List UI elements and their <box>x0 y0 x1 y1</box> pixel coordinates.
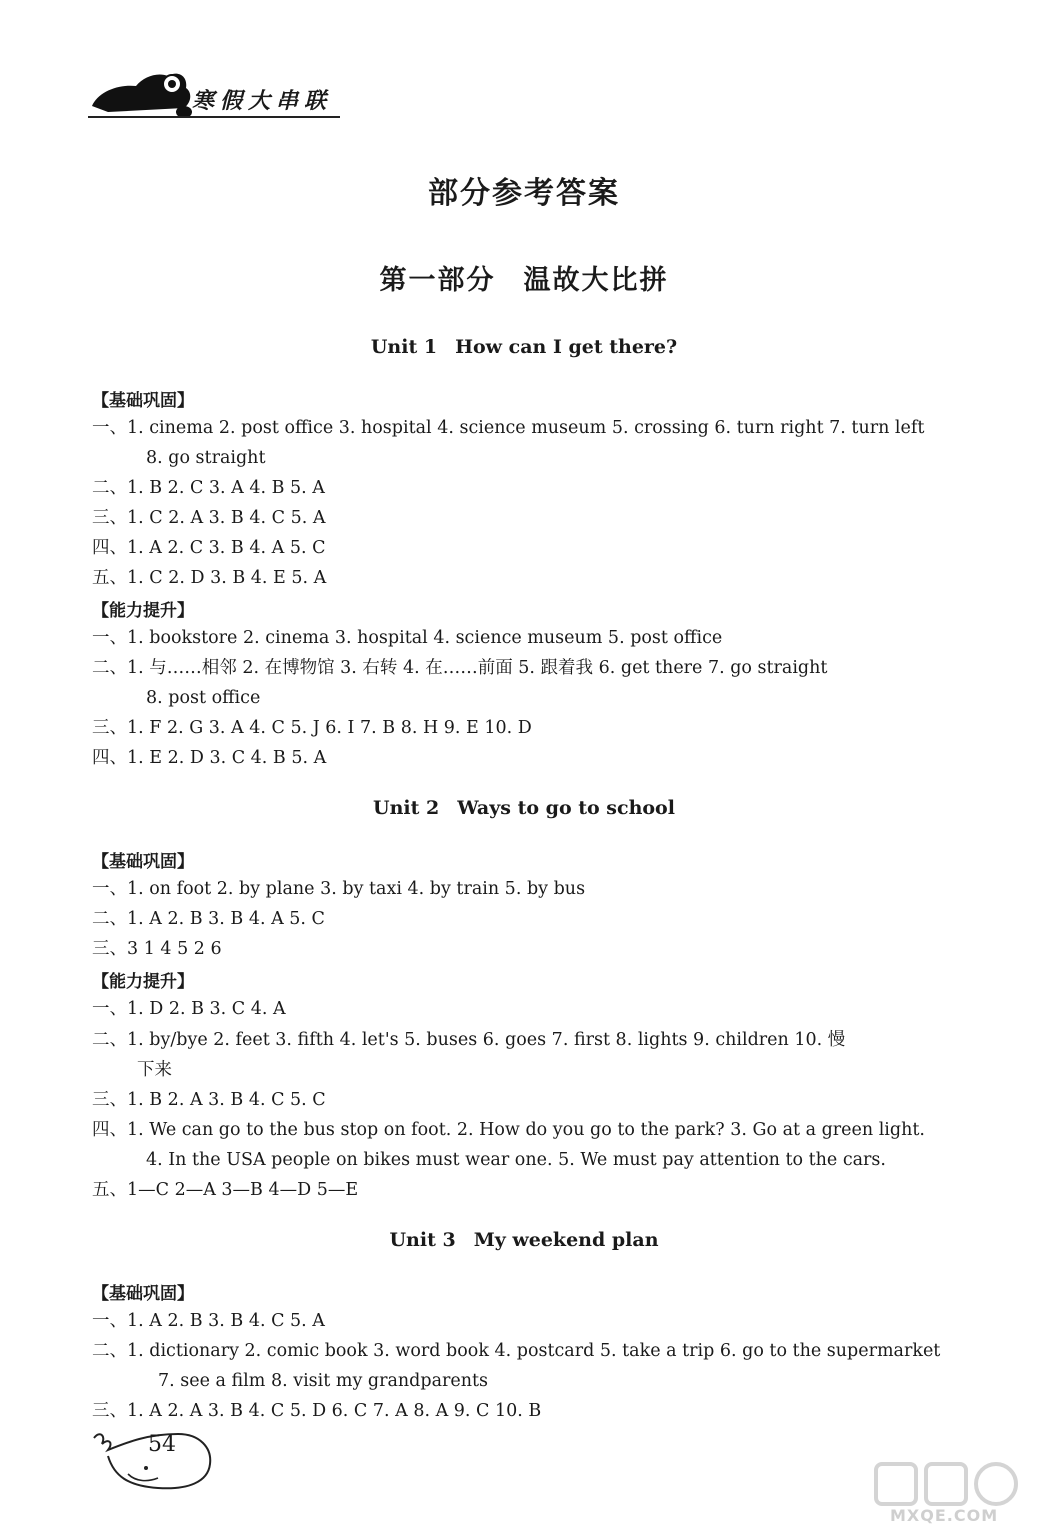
unit1-answer-line: 一、1. cinema 2. post office 3. hospital 4. science museum 5. crossing 6. turn right 7. turn left <box>92 418 925 438</box>
unit3-answer-line: 一、1. A 2. B 3. B 4. C 5. A <box>92 1311 325 1331</box>
unit1-answer-line: 8. post office <box>146 688 261 708</box>
unit2-answer-line: 一、1. on foot 2. by plane 3. by taxi 4. by train 5. by bus <box>92 879 586 899</box>
unit1-answer-line: 8. go straight <box>146 448 266 468</box>
unit1-answer-line: 四、1. E 2. D 3. C 4. B 5. A <box>92 748 327 768</box>
unit3-answer-line: 三、1. A 2. A 3. B 4. C 5. D 6. C 7. A 8. A 9. C 10. B <box>92 1401 542 1421</box>
unit3-section-basic: 【基础巩固】 <box>92 1284 194 1304</box>
unit1-answer-line: 一、1. bookstore 2. cinema 3. hospital 4. science museum 5. post office <box>92 628 723 648</box>
header-brand-text: 寒假大串联 <box>192 88 333 114</box>
unit1-answer-line: 三、1. C 2. A 3. B 4. C 5. A <box>92 508 326 528</box>
part-name: 温故大比拼 <box>523 265 669 296</box>
unit2-answer-line: 三、1. B 2. A 3. B 4. C 5. C <box>92 1090 326 1110</box>
unit2-heading <box>0 797 1048 819</box>
unit1-answer-line: 五、1. C 2. D 3. B 4. E 5. A <box>92 568 327 588</box>
unit1-answer-line: 四、1. A 2. C 3. B 4. A 5. C <box>92 538 326 558</box>
unit2-name: Ways to go to school <box>457 797 675 819</box>
unit3-heading <box>0 1229 1048 1251</box>
unit2-answer-line: 4. In the USA people on bikes must wear one. 5. We must pay attention to the cars. <box>146 1150 886 1170</box>
unit2-section-basic: 【基础巩固】 <box>92 852 194 872</box>
unit2-answer-line: 一、1. D 2. B 3. C 4. A <box>92 999 286 1019</box>
unit2-answer-line: 五、1—C 2—A 3—B 4—D 5—E <box>92 1180 359 1200</box>
unit2-answer-line: 下来 <box>137 1060 172 1080</box>
page-number: 54 <box>148 1432 176 1457</box>
part-label: 第一部分 <box>379 265 496 296</box>
unit1-answer-line: 二、1. 与……相邻 2. 在博物馆 3. 右转 4. 在……前面 5. 跟着我 6. get there 7. go straight <box>92 658 828 678</box>
page-title: 部分参考答案 <box>428 176 620 211</box>
unit1-answer-line: 二、1. B 2. C 3. A 4. B 5. A <box>92 478 325 498</box>
unit2-number: Unit 2 <box>373 797 440 819</box>
unit1-name: How can I get there? <box>455 336 678 358</box>
unit1-heading <box>0 336 1048 358</box>
unit2-answer-line: 二、1. A 2. B 3. B 4. A 5. C <box>92 909 325 929</box>
unit3-answer-line: 7. see a film 8. visit my grandparents <box>158 1371 489 1391</box>
unit3-answer-line: 二、1. dictionary 2. comic book 3. word book 4. postcard 5. take a trip 6. go to the supermarket <box>92 1341 941 1361</box>
unit2-answer-line: 四、1. We can go to the bus stop on foot. 2. How do you go to the park? 3. Go at a green light. <box>92 1120 925 1140</box>
unit1-number: Unit 1 <box>370 336 438 358</box>
header-rule <box>88 116 340 118</box>
unit1-answer-line: 三、1. F 2. G 3. A 4. C 5. J 6. I 7. B 8. H 9. E 10. D <box>92 718 532 738</box>
part-title <box>0 258 1048 297</box>
unit1-section-basic: 【基础巩固】 <box>92 391 194 411</box>
watermark-text: MXQE.COM <box>890 1506 999 1525</box>
unit3-number: Unit 3 <box>389 1229 456 1251</box>
unit2-section-advanced: 【能力提升】 <box>92 972 194 992</box>
unit3-name: My weekend plan <box>473 1229 659 1251</box>
unit1-section-advanced: 【能力提升】 <box>92 601 194 621</box>
unit2-answer-line: 三、3 1 4 5 2 6 <box>92 939 222 959</box>
unit2-answer-line: 二、1. by/bye 2. feet 3. fifth 4. let's 5. buses 6. goes 7. first 8. lights 9. children 10. 慢 <box>92 1030 846 1050</box>
